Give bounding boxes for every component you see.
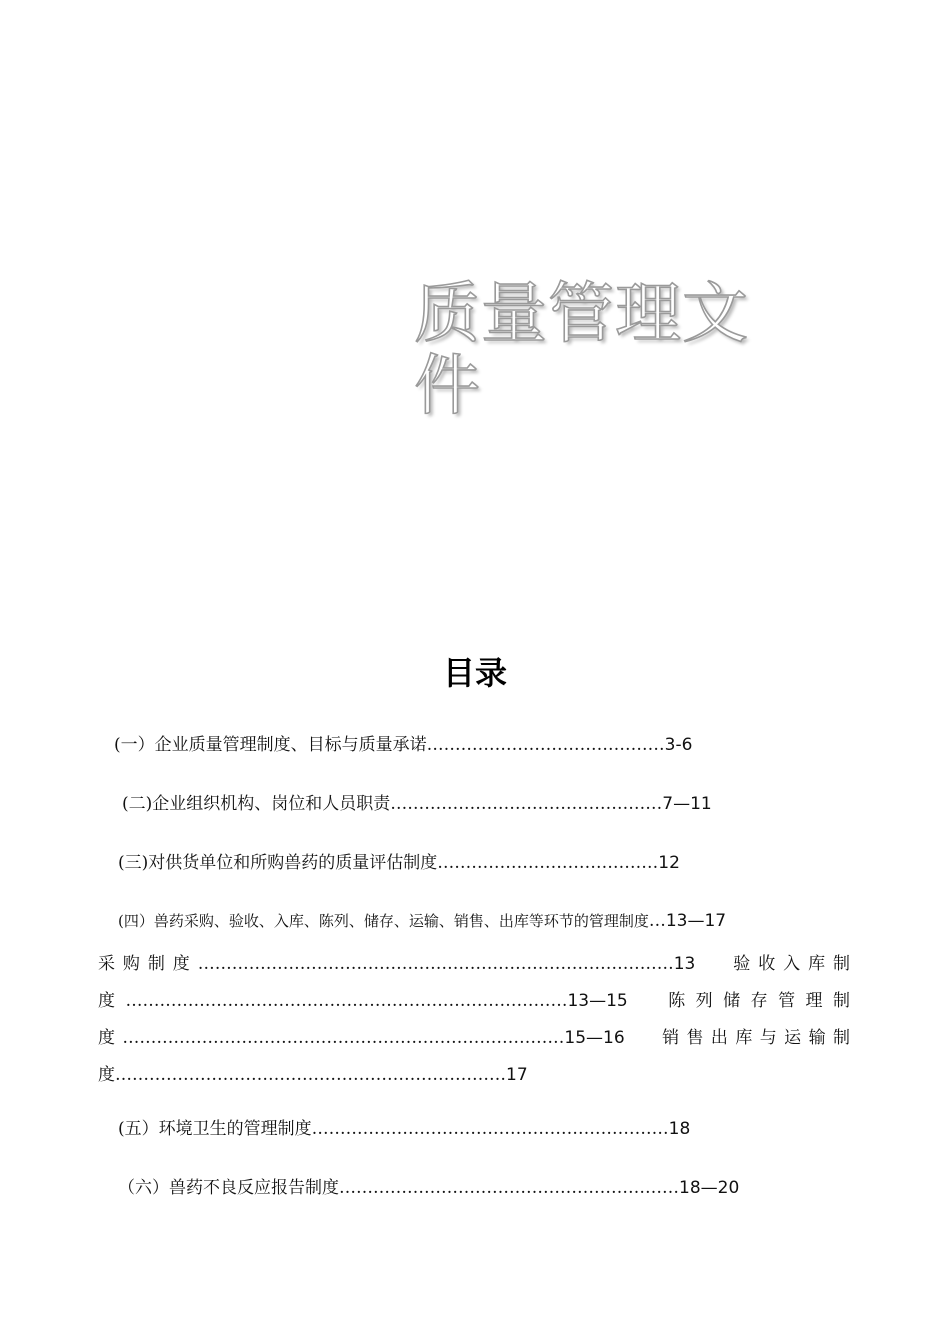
toc-sub-entry-label: 陈列储存管理制度: [98, 991, 851, 1048]
toc-sub-entry-pages: 13: [673, 954, 696, 974]
toc-entry-label: (二)企业组织机构、岗位和人员职责: [122, 794, 391, 814]
toc-sub-entry-label: 验收入库制度: [98, 954, 851, 1011]
toc-entry-label: (四）兽药采购、验收、入库、陈列、储存、运输、销售、出库等环节的管理制度: [118, 912, 649, 930]
toc-sub-entries: [98, 946, 850, 1094]
toc-entry-pages: 3-6: [664, 735, 693, 755]
toc-entry-label: (一）企业质量管理制度、目标与质量承诺: [114, 735, 427, 755]
toc-entry-pages: 18: [668, 1119, 691, 1139]
toc-sub-entry-pages: 15—16: [564, 1028, 625, 1048]
toc-entry-pages: 13—17: [665, 911, 727, 931]
toc-entry-label: (五）环境卫生的管理制度: [118, 1119, 312, 1139]
toc-entry-label: （六）兽药不良反应报告制度: [118, 1178, 339, 1198]
toc-sub-entry-leader: …………………………………………………………………………: [197, 954, 674, 974]
toc-entry-6: [118, 1176, 739, 1200]
toc-entry-pages: 7—11: [662, 794, 712, 814]
toc-entry-leader: ……………………………………………………: [339, 1178, 679, 1198]
toc-sub-entry-pages: 13—15: [567, 991, 628, 1011]
toc-sub-entry-label: 采购制度: [98, 954, 198, 974]
toc-sub-entry-label: 销售出库与运输制度: [98, 1028, 851, 1085]
toc-entry-5: [118, 1117, 690, 1141]
toc-entry-leader: …………………………………………: [390, 794, 663, 814]
toc-entry-leader: ……………………………………: [426, 735, 665, 755]
toc-sub-entry-leader: ……………………………………………………………………: [125, 991, 568, 1011]
toc-sub-entry-leader: ……………………………………………………………: [115, 1065, 506, 1085]
toc-entry-leader: ………………………………………………………: [311, 1119, 669, 1139]
toc-entry-2: [122, 792, 712, 816]
cover-title: 质量管理文件: [414, 275, 749, 424]
toc-entry-label: (三)对供货单位和所购兽药的质量评估制度: [118, 853, 438, 873]
toc-entry-3: [118, 851, 680, 875]
toc-entry-1: [114, 733, 692, 757]
toc-sub-entry-leader: ……………………………………………………………………: [122, 1028, 565, 1048]
toc-entry-leader: …: [648, 911, 666, 931]
toc-entry-leader: …………………………………: [437, 853, 659, 873]
toc-heading: 目录: [442, 654, 507, 692]
toc-entry-pages: 18—20: [679, 1178, 740, 1198]
toc-entry-pages: 12: [658, 853, 680, 873]
toc-sub-entry-pages: 17: [506, 1065, 528, 1085]
toc-entry-4: [118, 909, 726, 933]
